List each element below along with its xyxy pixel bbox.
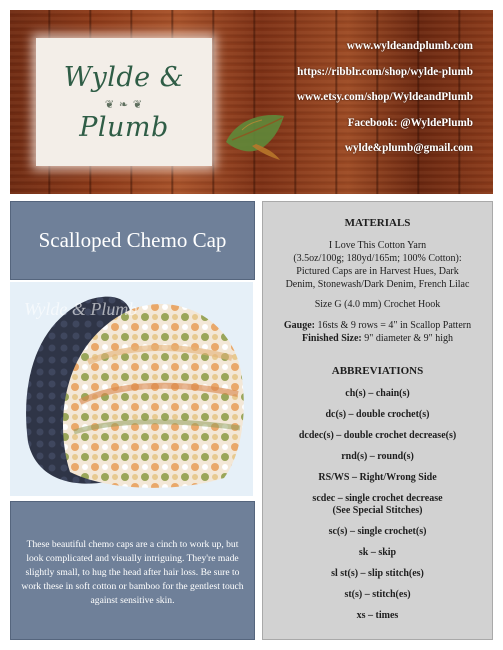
gauge-label: Gauge: — [283, 320, 315, 331]
email-link[interactable]: wylde&plumb@gmail.com — [344, 142, 473, 154]
abbreviation-item: ch(s) – chain(s) — [345, 388, 410, 399]
abbreviation-item: sl st(s) – slip stitch(es) — [331, 568, 424, 579]
leaf-icon — [222, 106, 296, 166]
ribblr-link[interactable]: https://ribblr.com/shop/wylde-plumb — [297, 65, 473, 78]
abbreviation-item: sc(s) – single crochet(s) — [328, 526, 427, 537]
finished-size-line — [263, 332, 492, 345]
abbreviation-item: sk – skip — [358, 547, 397, 558]
abbreviation-item: xs – times — [356, 610, 399, 621]
gauge-value: 16sts & 9 rows = 4" in Scallop Pattern — [315, 320, 472, 331]
photo-watermark: Wylde & Plumb — [24, 299, 138, 319]
logo-ornament: ❦ ❧ ❦ — [104, 99, 144, 111]
abbreviation-item: dc(s) – double crochet(s) — [325, 409, 430, 420]
logo — [36, 38, 212, 166]
yarn-line: Denim, Stonewash/Dark Denim, French Lilac — [285, 279, 470, 290]
logo-line-2: Plumb — [79, 112, 169, 143]
facebook-handle[interactable]: Facebook: @WyldePlumb — [347, 116, 473, 129]
finished-size-label: Finished Size: — [302, 333, 362, 344]
finished-size-value: 9" diameter & 9" high — [361, 333, 453, 344]
etsy-link[interactable]: www.etsy.com/shop/WyldeandPlumb — [296, 91, 473, 103]
materials-panel — [262, 201, 493, 640]
pattern-title: Scalloped Chemo Cap — [38, 228, 227, 252]
hook-size: Size G (4.0 mm) Crochet Hook — [314, 299, 441, 310]
abbreviation-item: RS/WS – Right/Wrong Side — [318, 472, 437, 483]
cap-photo — [10, 282, 253, 496]
abbreviation-item: scdec – single crochet decrease — [312, 493, 443, 504]
abbreviations-heading: ABBREVIATIONS — [331, 365, 424, 377]
website-link[interactable]: www.wyldeandplumb.com — [346, 40, 473, 52]
yarn-line: (3.5oz/100g; 180yd/165m; 100% Cotton): — [293, 253, 462, 264]
description-text: These beautiful chemo caps are a cinch to work up, but look complicated and visually intriguing. They're made slightly small, to hug the head after hair loss. Be sure to work these in soft cotton or bamboo for the gentlest touch against sensitive skin. — [21, 539, 244, 606]
gauge-line — [263, 319, 492, 332]
materials-heading: MATERIALS — [344, 217, 411, 229]
title-panel — [10, 201, 255, 280]
abbreviation-note: (See Special Stitches) — [332, 505, 423, 516]
abbreviation-item: st(s) – stitch(es) — [344, 589, 411, 600]
contact-list — [297, 40, 473, 168]
yarn-line: I Love This Cotton Yarn — [328, 240, 427, 251]
yarn-line: Pictured Caps are in Harvest Hues, Dark — [296, 266, 459, 277]
header-banner — [10, 10, 493, 194]
logo-line-1: Wylde & — [63, 62, 185, 93]
abbreviation-item: dcdec(s) – double crochet decrease(s) — [298, 430, 457, 441]
abbreviation-item: rnd(s) – round(s) — [341, 451, 414, 462]
description-panel — [10, 501, 255, 640]
